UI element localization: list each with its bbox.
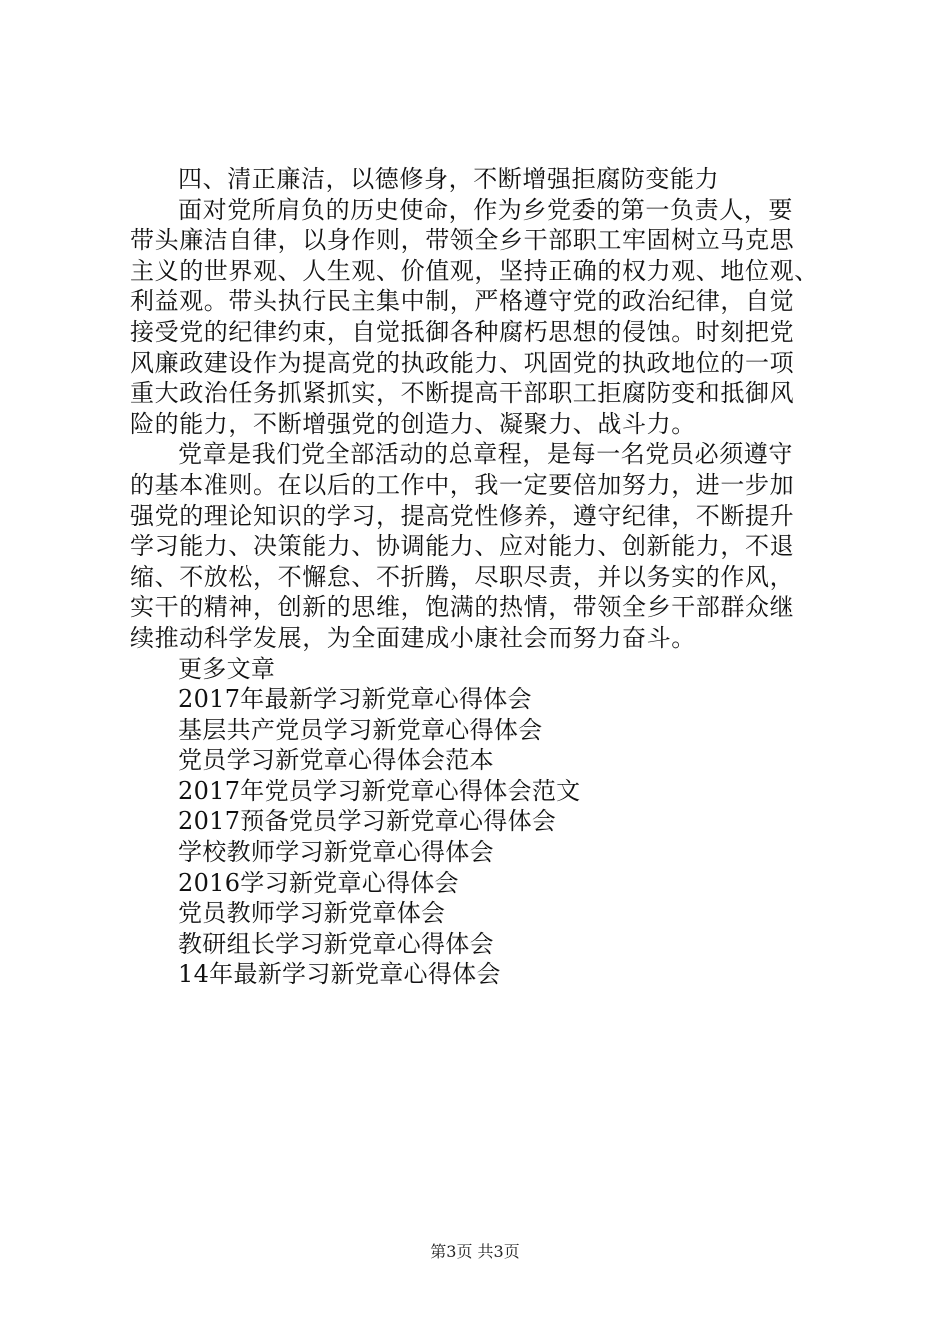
paragraph-line: 险的能力，不断增强党的创造力、凝聚力、战斗力。 [130,409,696,438]
article-link[interactable]: 党员教师学习新党章体会 [178,899,446,928]
paragraph-1 [130,195,830,440]
paragraph-line: 风廉政建设作为提高党的执政能力、巩固党的执政地位的一项 [130,348,795,377]
article-link[interactable]: 教研组长学习新党章心得体会 [178,929,494,958]
paragraph-2 [130,439,830,653]
more-articles [130,654,830,991]
paragraph-line: 强党的理论知识的学习，提高党性修养，遵守纪律，不断提升 [130,501,795,530]
paragraph-line: 学习能力、决策能力、协调能力、应对能力、创新能力，不退 [130,532,795,561]
paragraph-line: 面对党所肩负的历史使命，作为乡党委的第一负责人，要 [178,195,793,224]
paragraph-line: 续推动科学发展，为全面建成小康社会而努力奋斗。 [130,623,696,652]
article-link[interactable]: 基层共产党员学习新党章心得体会 [178,715,543,744]
section-heading: 四、清正廉洁，以德修身，不断增强拒腐防变能力 [178,165,720,193]
paragraph-line: 缩、不放松，不懈怠、不折腾，尽职尽责，并以务实的作风， [130,562,795,591]
article-link[interactable]: 党员学习新党章心得体会范本 [178,746,494,775]
article-link[interactable]: 14年最新学习新党章心得体会 [178,960,501,989]
paragraph-line: 的基本准则。在以后的工作中，我一定要倍加努力，进一步加 [130,470,795,499]
article-link[interactable]: 2017年最新学习新党章心得体会 [178,685,532,714]
document-body [130,164,830,990]
paragraph-line: 重大政治任务抓紧抓实，不断提高干部职工拒腐防变和抵御风 [130,379,795,408]
page-number-footer: 第3页 共3页 [430,1242,520,1261]
paragraph-line: 接受党的纪律约束，自觉抵御各种腐朽思想的侵蚀。时刻把党 [130,317,795,346]
more-articles-title: 更多文章 [178,654,276,683]
paragraph-line: 党章是我们党全部活动的总章程，是每一名党员必须遵守 [178,440,793,469]
paragraph-line: 主义的世界观、人生观、价值观，坚持正确的权力观、地位观、 [130,256,819,285]
article-link[interactable]: 2016学习新党章心得体会 [178,868,459,897]
paragraph-line: 带头廉洁自律，以身作则，带领全乡干部职工牢固树立马克思 [130,226,795,255]
article-link[interactable]: 2017预备党员学习新党章心得体会 [178,807,557,836]
article-link[interactable]: 2017年党员学习新党章心得体会范文 [178,776,581,805]
paragraph-line: 利益观。带头执行民主集中制，严格遵守党的政治纪律，自觉 [130,287,795,316]
article-link[interactable]: 学校教师学习新党章心得体会 [178,838,494,867]
paragraph-line: 实干的精神，创新的思维，饱满的热情，带领全乡干部群众继 [130,593,795,622]
